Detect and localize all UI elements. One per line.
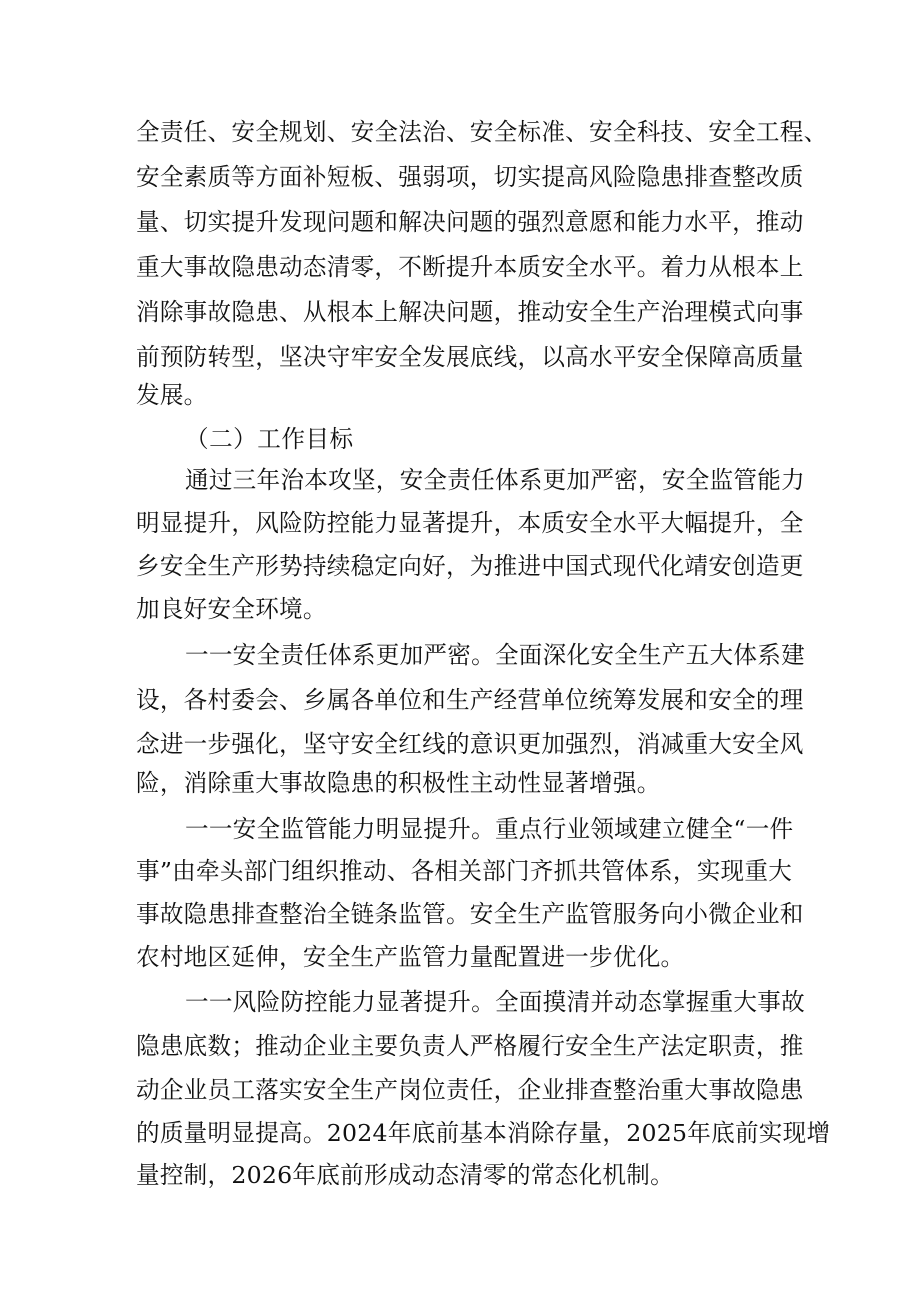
paragraph-line: 一一安全责任体系更加严密。全面深化安全生产五大体系建: [185, 641, 805, 669]
paragraph-line: 明显提升，风险防控能力显著提升，本质安全水平大幅提升，全: [136, 509, 804, 537]
paragraph-line: 重大事故隐患动态清零，不断提升本质安全水平。着力从根本上: [136, 253, 804, 281]
paragraph-line: 前预防转型，坚决守牢安全发展底线，以高水平安全保障高质量: [136, 343, 804, 371]
paragraph-line: 的质量明显提高。2024年底前基本消除存量，2025年底前实现增: [136, 1119, 831, 1147]
paragraph-line: 乡安全生产形势持续稳定向好，为推进中国式现代化靖安创造更: [136, 552, 804, 580]
paragraph-line: 一一安全监管能力明显提升。重点行业领域建立健全“一件: [185, 815, 794, 843]
paragraph-line: 农村地区延伸，安全生产监管力量配置进一步优化。: [136, 943, 685, 971]
paragraph-line: 量、切实提升发现问题和解决问题的强烈意愿和能力水平，推动: [136, 208, 804, 236]
paragraph-line: 险，消除重大事故隐患的积极性主动性显著增强。: [136, 769, 661, 797]
paragraph-line: 一一风险防控能力显著提升。全面摸清并动态掌握重大事故: [185, 988, 805, 1016]
paragraph-line: 通过三年治本攻坚，安全责任体系更加严密，安全监管能力: [185, 466, 805, 494]
paragraph-line: 量控制，2026年底前形成动态清零的常态化机制。: [136, 1161, 674, 1189]
paragraph-line: 设，各村委会、乡属各单位和生产经营单位统筹发展和安全的理: [136, 686, 804, 714]
paragraph-line: 全责任、安全规划、安全法治、安全标准、安全科技、安全工程、: [136, 118, 828, 146]
paragraph-line: 事”由牵头部门组织推动、各相关部门齐抓共管体系，实现重大: [136, 857, 793, 885]
paragraph-line: 事故隐患排查整治全链条监管。安全生产监管服务向小微企业和: [136, 900, 804, 928]
paragraph-line: 动企业员工落实安全生产岗位责任，企业排查整治重大事故隐患: [136, 1076, 804, 1104]
paragraph-line: 消除事故隐患、从根本上解决问题，推动安全生产治理模式向事: [136, 298, 804, 326]
paragraph-line: 念进一步强化，坚守安全红线的意识更加强烈，消减重大安全风: [136, 730, 804, 758]
section-heading: （二）工作目标: [185, 425, 354, 453]
paragraph-line: 安全素质等方面补短板、强弱项，切实提高风险隐患排查整改质: [136, 163, 804, 191]
paragraph-line: 加良好安全环境。: [136, 595, 327, 623]
paragraph-line: 隐患底数；推动企业主要负责人严格履行安全生产法定职责，推: [136, 1032, 804, 1060]
paragraph-line: 发展。: [136, 381, 208, 409]
